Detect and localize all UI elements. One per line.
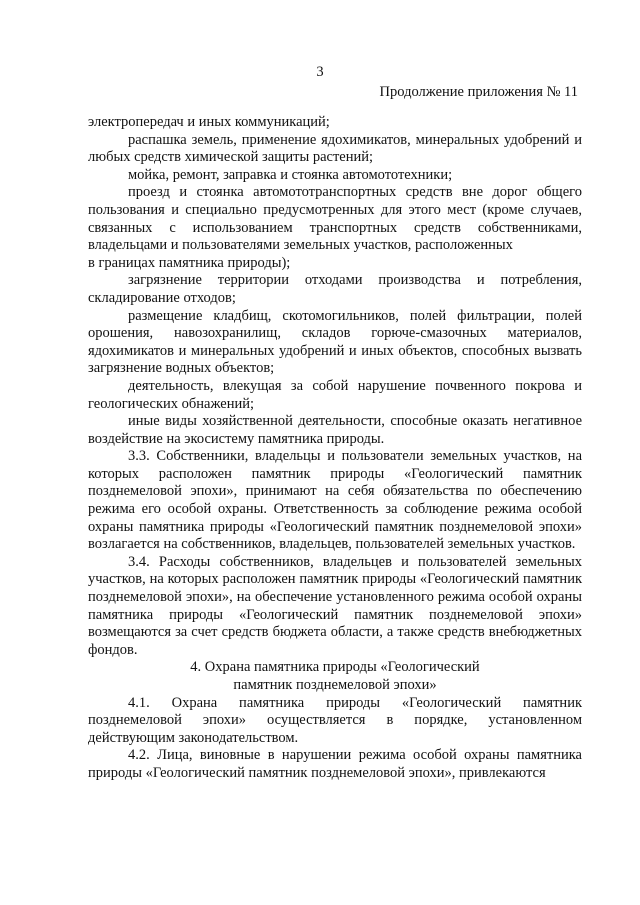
document-body bbox=[88, 114, 582, 783]
page-number: 3 bbox=[316, 64, 324, 80]
paragraph-4-1: 4.1. Охрана памятника природы «Геологический памятник позднемеловой эпохи» осуществляется в порядке, установленном действующим законодательством. bbox=[88, 694, 582, 746]
paragraph: электропередач и иных коммуникаций; bbox=[88, 114, 330, 130]
paragraph: размещение кладбищ, скотомогильников, полей фильтрации, полей орошения, навозохранилищ, складов горюче-смазочных материалов, ядохимикатов и минеральных удобрений и иных объектов, способных вызвать загрязнение водных объектов; bbox=[88, 307, 582, 377]
section-4-heading bbox=[88, 659, 582, 694]
paragraph: иные виды хозяйственной деятельности, способные оказать негативное воздействие на экосистему памятника природы. bbox=[88, 413, 582, 447]
paragraph: в границах памятника природы); bbox=[88, 254, 291, 271]
paragraph-4-2: 4.2. Лица, виновные в нарушении режима особой охраны памятника природы «Геологический памятник позднемеловой эпохи», привлекаются bbox=[88, 747, 582, 781]
section-title-line-1: 4. Охрана памятника природы «Геологический bbox=[190, 659, 480, 676]
paragraph: распашка земель, применение ядохимикатов, минеральных удобрений и любых средств химической защиты растений; bbox=[88, 131, 582, 166]
appendix-continuation-header: Продолжение приложения № 11 bbox=[379, 84, 578, 100]
paragraph-3-3: 3.3. Собственники, владельцы и пользователи земельных участков, на которых расположен памятник природы «Геологический памятник позднемеловой эпохи», принимают на себя обязательства по обеспечению режима его особой охраны. Ответственность за соблюдение режима особой охраны памятника природы «Геологический памятник позднемеловой эпохи» возлагается на собственников, владельцев, пользователей земельных участков. bbox=[88, 448, 582, 553]
section-title-line-2: памятник позднемеловой эпохи» bbox=[233, 677, 437, 693]
paragraph: деятельность, влекущая за собой нарушение почвенного покрова и геологических обнажений; bbox=[88, 377, 582, 412]
paragraph-3-4: 3.4. Расходы собственников, владельцев и пользователей земельных участков, на которых расположен памятник природы «Геологический памятник позднемеловой эпохи», на обеспечение установленного режима особой охраны памятника природы «Геологический памятник позднемеловой эпохи» возмещаются за счет средств бюджета области, а также средств внебюджетных фондов. bbox=[88, 553, 582, 658]
paragraph: мойка, ремонт, заправка и стоянка автомототехники; bbox=[128, 166, 453, 183]
paragraph: проезд и стоянка автомототранспортных средств вне дорог общего пользования и специально предусмотренных для этого мест (кроме случаев, связанных с использованием транспортных средств собственниками, владельцами и пользователями земельных участков, расположенных bbox=[88, 184, 582, 254]
paragraph: загрязнение территории отходами производства и потребления, складирование отходов; bbox=[88, 272, 582, 306]
